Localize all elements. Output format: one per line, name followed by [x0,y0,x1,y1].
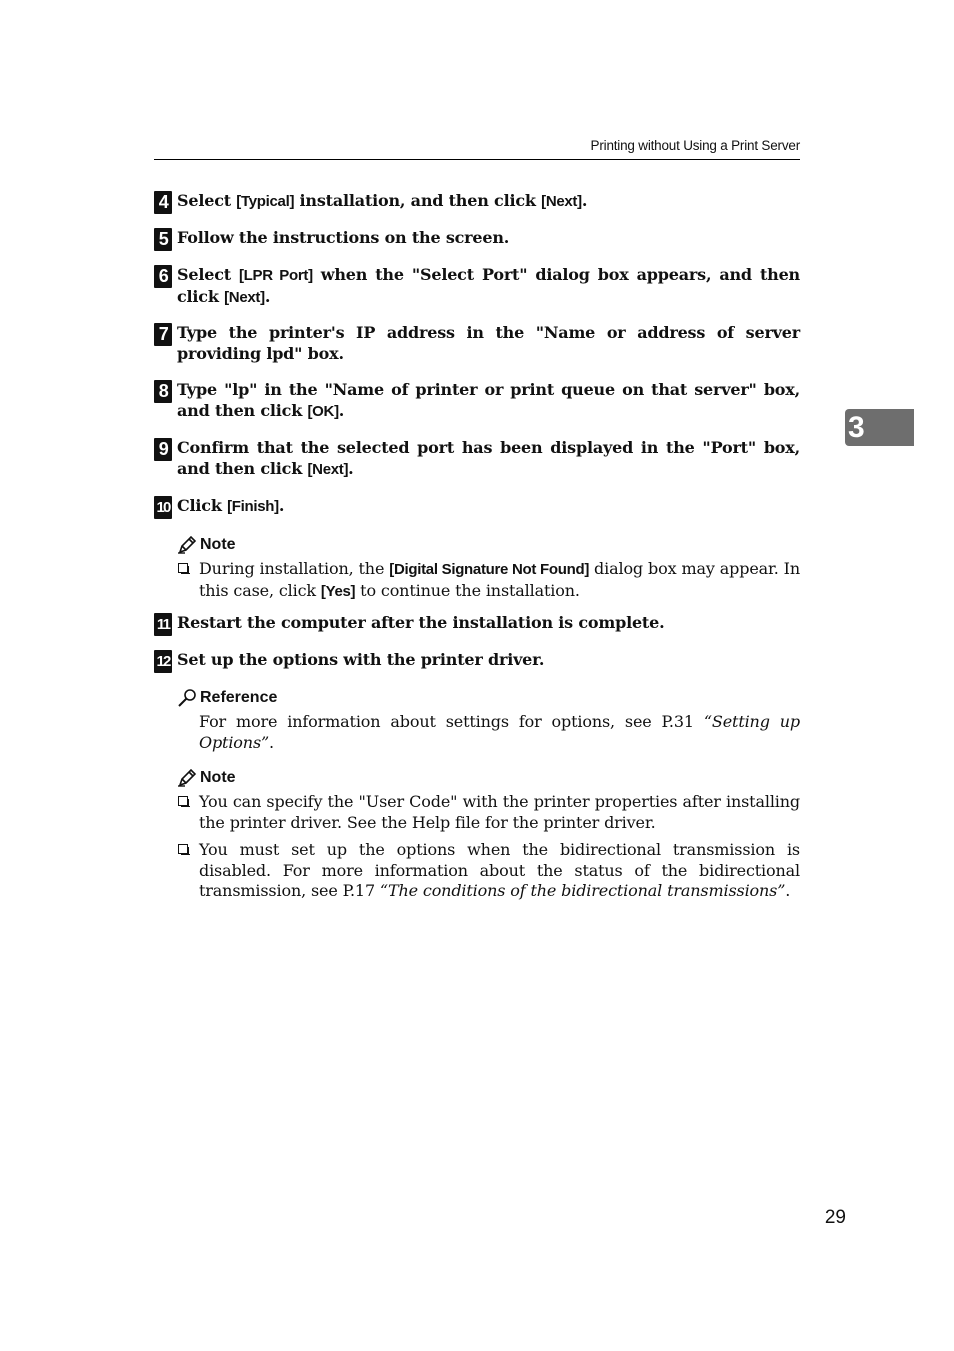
step-number: 9 [154,438,172,461]
note-item: During installation, the [Digital Signature Not Found] dialog box may appear. In this case, click [Yes] to continue the installation. [177,559,800,602]
step-number: 8 [154,380,172,403]
header-rule [154,159,800,160]
running-header: Printing without Using a Print Server [590,138,800,153]
pencil-note-icon [177,768,199,788]
lpr-port-option-label: [LPR Port] [238,267,313,284]
checkbox-bullet-icon [178,796,188,806]
reference-title: Reference [177,688,800,708]
step-9 [154,437,800,480]
page-number: 29 [824,1207,846,1228]
pencil-note-icon [177,535,199,555]
step-number: 5 [154,228,172,251]
step-text: Select [LPR Port] when the "Select Port" dialog box appears, and then click [Next]. [177,265,800,306]
step-number: 7 [154,323,172,346]
step-text: Restart the computer after the installation is complete. [177,613,665,632]
note-item: You must set up the options when the bidirectional transmission is disabled. For more information about the status of the bidirectional transmission, see P.17 “The conditions of the bidirectional transmissions”. [177,840,800,902]
step-number: 12 [154,650,172,673]
step-6 [154,264,800,308]
step-10 [154,495,800,517]
yes-button-label: [Yes] [320,582,356,600]
step-text: Confirm that the selected port has been displayed in the "Port" box, and then click [Next]. [177,438,800,478]
step-number: 10 [154,496,172,519]
ok-button-label: [OK] [307,403,339,420]
step-5 [154,227,800,248]
chapter-number: 3 [848,411,865,444]
reference-text: For more information about settings for options, see P.31 “Setting up Options”. [199,712,800,752]
cross-reference-link[interactable]: “Setting up Options” [199,712,800,752]
step-4 [154,190,800,212]
step-7 [154,322,800,364]
step-text: Click [Finish]. [177,496,285,515]
note-block-2 [177,768,800,902]
step-text: Set up the options with the printer driver. [177,650,545,669]
step-number: 4 [154,191,172,214]
checkbox-bullet-icon [178,844,188,854]
step-number: 6 [154,265,172,288]
next-button-label: [Next] [541,193,582,210]
cross-reference-link[interactable]: “The conditions of the bidirectional transmissions” [379,881,786,900]
step-number: 11 [154,613,172,636]
chapter-tab [845,409,914,446]
step-11 [154,612,800,633]
note-title: Note [177,768,800,788]
dialog-name-label: [Digital Signature Not Found] [389,561,590,578]
step-8 [154,379,800,422]
next-button-label: [Next] [307,461,349,478]
checkbox-bullet-icon [178,563,188,573]
note-block-1 [177,535,800,602]
note-title: Note [177,535,800,555]
typical-option-label: [Typical] [236,193,295,210]
step-text: Type "lp" in the "Name of printer or print queue on that server" box, and then click [OK]. [177,380,800,420]
next-button-label: [Next] [224,289,265,306]
finish-button-label: [Finish] [227,498,279,515]
reference-block [177,688,800,753]
step-text: Type the printer's IP address in the "Name or address of server providing lpd" box. [177,323,800,363]
note-item: You can specify the "User Code" with the printer properties after installing the printer driver. See the Help file for the printer driver. [177,792,800,833]
step-text: Select [Typical] installation, and then click [Next]. [177,191,588,210]
step-12 [154,649,800,670]
magnifier-icon [177,688,199,708]
step-text: Follow the instructions on the screen. [177,228,510,247]
